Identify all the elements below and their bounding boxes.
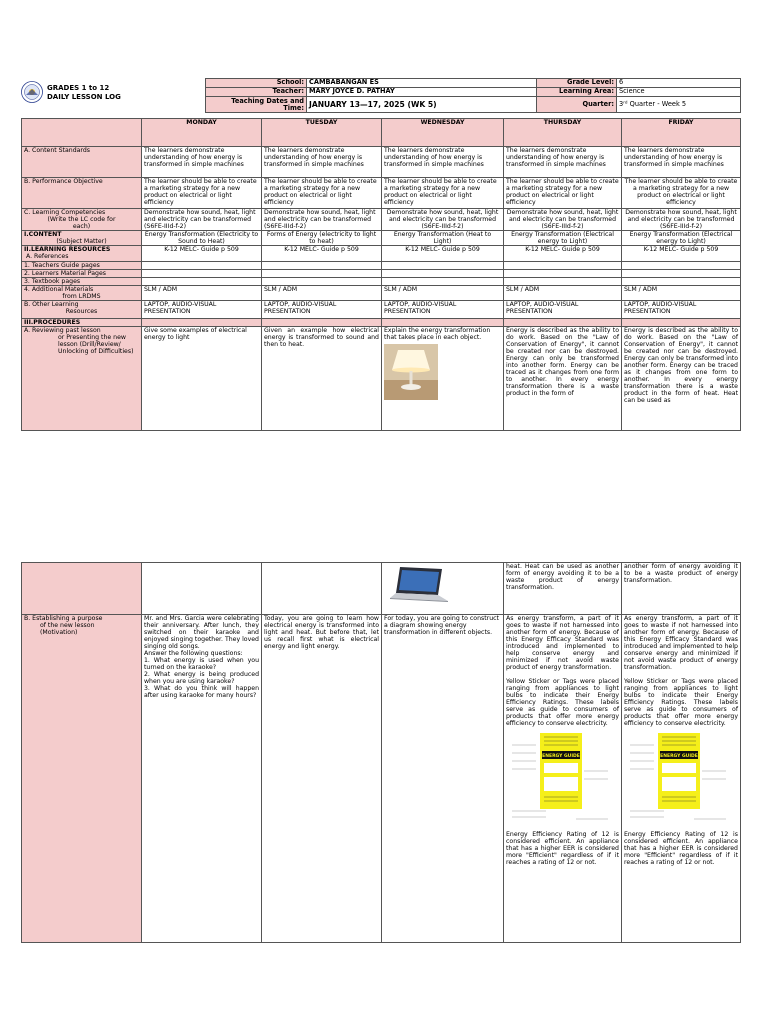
performance-thu: The learner should be able to create a marketing strategy for a new product on electrical or light efficiency [504,178,622,209]
dates-label-2: Time: [283,103,304,112]
review-tue: Given an example how electrical energy is transformed to sound and then to heat. [262,327,382,431]
area-value: Science [617,88,741,97]
competency-fri: Demonstrate how sound, heat, light and electricity can be transformed (S6FE-IIId-f-2) [622,209,741,231]
performance-tue: The learner should be able to create a marketing strategy for a new product on electrical or light efficiency [262,178,382,209]
other-tue: LAPTOP, AUDIO-VISUAL PRESENTATION [262,301,382,319]
additional-thu: SLM / ADM [504,286,622,301]
subject-thu: Energy Transformation (Electrical energy to Light) [504,231,622,246]
content-standards-thu: The learners demonstrate understanding of how energy is transformed in simple machines [504,147,622,178]
review-wed-cell [382,327,504,431]
label-lm: 2. Learners Material Pages [22,270,142,278]
label-additional [22,286,142,301]
purpose-tue: Today, you are going to learn how electrical energy is transformed into light and heat. But before that, let us recall first what is electrical energy and light energy. [262,615,382,943]
content-heading: I.CONTENT [24,231,62,238]
other-thu: LAPTOP, AUDIO-VISUAL PRESENTATION [504,301,622,319]
review-mon: Give some examples of electrical energy to light [142,327,262,431]
additional-line-2: from LRDMS [62,293,101,300]
purpose-fri-p1: As energy transform, a part of it goes to waste if not harnessed into another form of energy. Because of this Energy Efficacy Standard was introduced and implemented to help conserve energy and minimized if not avoid waste product of energy transformation. [624,615,738,671]
continued-wed-cell [382,563,504,615]
competencies-line-2: (Write the LC code for [47,216,116,223]
quarter-value: 3ʳᵈ Quarter - Week 5 [617,97,741,113]
review-thu: Energy is described as the ability to do work. Based on the "Law of Conservation of Energy", it cannot be created nor can be destroyed. Energy can only be transformed into another form. Energy can be traced as it changes from one form to another. In every energy transformation there is a waste product in the form of [504,327,622,431]
day-wednesday: WEDNESDAY [382,119,504,147]
other-mon: LAPTOP, AUDIO-VISUAL PRESENTATION [142,301,262,319]
purpose-line-2: of the new lesson [40,622,95,629]
purpose-mon-story: Mr. and Mrs. Garcia were celebrating their anniversary. After lunch, they switched on their karaoke and enjoyed singing together. They loved singing old songs. [144,615,259,650]
school-value: CAMBABANGAN ES [307,79,537,88]
continued-tue [262,563,382,615]
quarter-label: Quarter: [537,97,617,113]
subject-tue: Forms of Energy (electricity to light to heat) [262,231,382,246]
content-standards-wed: The learners demonstrate understanding of how energy is transformed in simple machines [382,147,504,178]
energy-guide-label-image-2 [624,731,732,827]
review-cont-thu: heat. Heat can be used as another form of energy avoiding it to be a waste product of energy transformation. [504,563,622,615]
day-monday: MONDAY [142,119,262,147]
performance-fri: The learner should be able to create a marketing strategy for a new product on electrical or light efficiency [622,178,741,209]
brand-line-2: DAILY LESSON LOG [47,93,121,101]
purpose-line-3: (Motivation) [40,629,78,636]
label-content [22,231,142,246]
area-label: Learning Area: [537,88,617,97]
grade-label: Grade Level: [537,79,617,88]
tg-ref-fri: K-12 MELC- Guide p 509 [622,246,741,262]
content-standards-fri: The learners demonstrate understanding of how energy is transformed in simple machines [622,147,741,178]
tg-ref-tue: K-12 MELC- Guide p 509 [262,246,382,262]
content-standards-tue: The learners demonstrate understanding of how energy is transformed in simple machines [262,147,382,178]
purpose-line-1: B. Establishing a purpose [24,615,103,622]
additional-fri: SLM / ADM [622,286,741,301]
other-wed: LAPTOP, AUDIO-VISUAL PRESENTATION [382,301,504,319]
other-line-1: B. Other Learning [24,301,79,308]
purpose-thu-p2: Yellow Sticker or Tags were placed ranging from appliances to light bulbs to indicate their Energy Efficiency Ratings. These labels serve as guide to consumers of products that offer more energy efficiency to conserve electricity. [506,678,619,727]
review-wed: Explain the energy transformation that takes place in each object. [384,327,491,341]
laptop-image [388,565,452,605]
grade-value: 6 [617,79,741,88]
label-tb: 3. Textbook pages [22,278,142,286]
label-purpose [22,615,142,943]
additional-line-1: 4. Additional Materials [24,286,94,293]
subject-fri: Energy Transformation (Electrical energy to Light) [622,231,741,246]
additional-tue: SLM / ADM [262,286,382,301]
tg-ref-mon: K-12 MELC- Guide p 509 [142,246,262,262]
purpose-wed: For today, you are going to construct a diagram showing energy transformation in different objects. [382,615,504,943]
header-table [205,78,741,113]
competency-thu: Demonstrate how sound, heat, light and electricity can be transformed (S6FE-IIId-f-2) [504,209,622,231]
tg-ref-thu: K-12 MELC- Guide p 509 [504,246,622,262]
purpose-thu-p1: As energy transform, a part of it goes to waste if not harnessed into another form of energy. Because of this Energy Efficacy Standard was introduced and implemented to help conserve energy and minimized if not avoid waste product of energy transformation. [506,615,619,671]
purpose-mon-q2: 2. What energy is being produced when you are using karaoke? [144,671,259,685]
performance-wed: The learner should be able to create a marketing strategy for a new product on electrical or light efficiency [382,178,504,209]
resources-heading: II.LEARNING RESOURCES [24,246,111,253]
dates-label [206,97,307,113]
label-content-standards: A. Content Standards [22,147,142,178]
purpose-mon-q1: 1. What energy is used when you turned on the karaoke? [144,657,259,671]
competency-wed: Demonstrate how sound, heat, light and electricity can be transformed (S6FE-IIId-f-2) [382,209,504,231]
label-procedures: III.PROCEDURES [22,319,142,327]
purpose-mon-q0: Answer the following questions: [144,650,243,657]
svg-text:ENERGY GUIDE: ENERGY GUIDE [542,754,580,759]
label-tg: 1. Teachers Guide pages [22,262,142,270]
performance-mon: The learner should be able to create a marketing strategy for a new product on electrical or light efficiency [142,178,262,209]
review-line-3: lesson (Drill/Review/ [58,341,121,348]
references-label: A. References [26,253,69,260]
school-label: School: [206,79,307,88]
purpose-thu [504,615,622,943]
dates-label-1: Teaching Dates and [231,96,304,105]
content-standards-mon: The learners demonstrate understanding of how energy is transformed in simple machines [142,147,262,178]
label-resources [22,246,142,262]
day-thursday: THURSDAY [504,119,622,147]
lesson-table-continued [21,562,741,943]
review-line-2: or Presenting the new [58,334,126,341]
lesson-table [21,118,741,431]
purpose-fri-p2: Yellow Sticker or Tags were placed ranging from appliances to light bulbs to indicate their Energy Efficiency Ratings. These labels serve as guide to consumers of products that offer more energy efficiency to conserve electricity. [624,678,738,727]
purpose-fri-p3: Energy Efficiency Rating of 12 is considered efficient. An appliance that has a higher EER is considered more "Efficient" regardless of if it reaches a rating of 12 or not. [624,831,738,866]
continued-mon [142,563,262,615]
other-line-2: Resources [65,308,98,315]
review-line-1: A. Reviewing past lesson [24,327,101,334]
table-lamp-image [384,344,438,400]
competency-mon: Demonstrate how sound, heat, light and electricity can be transformed (S6FE-IIId-f-2) [142,209,262,231]
svg-text:ENERGY GUIDE: ENERGY GUIDE [660,754,698,759]
competency-tue: Demonstrate how sound, heat, light and electricity can be transformed (S6FE-IIId-f-2) [262,209,382,231]
label-competencies [22,209,142,231]
purpose-mon-q3: 3. What do you think will happen after using karaoke for many hours? [144,685,259,699]
review-cont-fri: another form of energy avoiding it to be a waste product of energy transformation. [622,563,741,615]
additional-mon: SLM / ADM [142,286,262,301]
subject-wed: Energy Transformation (Heat to Light) [382,231,504,246]
tg-ref-wed: K-12 MELC- Guide p 509 [382,246,504,262]
label-performance: B. Performance Objective [22,178,142,209]
deped-seal-icon [21,81,43,103]
review-fri: Energy is described as the ability to do work. Based on the "Law of Conservation of Energy", it cannot be created nor can be destroyed. Energy can only be transformed into another form. Energy can be traced as it changes from one form to another. In every energy transformation there is a waste product in the form of heat. Heat can be used as [622,327,741,431]
day-tuesday: TUESDAY [262,119,382,147]
other-fri: LAPTOP, AUDIO-VISUAL PRESENTATION [622,301,741,319]
label-other [22,301,142,319]
teacher-label: Teacher: [206,88,307,97]
energy-guide-label-image [506,731,614,827]
subject-matter-label: (Subject Matter) [56,238,107,245]
brand [47,84,121,102]
corner-cell [22,119,142,147]
review-line-4: Unlocking of Difficulties) [58,348,134,355]
dates-value: JANUARY 13—17, 2025 (WK 5) [307,97,537,113]
competencies-line-1: C. Learning Competencies [24,209,106,216]
label-review [22,327,142,431]
brand-line-1: GRADES 1 to 12 [47,84,110,92]
competencies-line-3: each) [72,223,91,230]
purpose-thu-p3: Energy Efficiency Rating of 12 is considered efficient. An appliance that has a higher EER is considered more "Efficient" regardless of if it reaches a rating of 12 or not. [506,831,619,866]
subject-mon: Energy Transformation (Electricity to Sound to Heat) [142,231,262,246]
teacher-value: MARY JOYCE D. PATHAY [307,88,537,97]
additional-wed: SLM / ADM [382,286,504,301]
day-friday: FRIDAY [622,119,741,147]
continued-label-cell [22,563,142,615]
purpose-fri [622,615,741,943]
purpose-mon [142,615,262,943]
